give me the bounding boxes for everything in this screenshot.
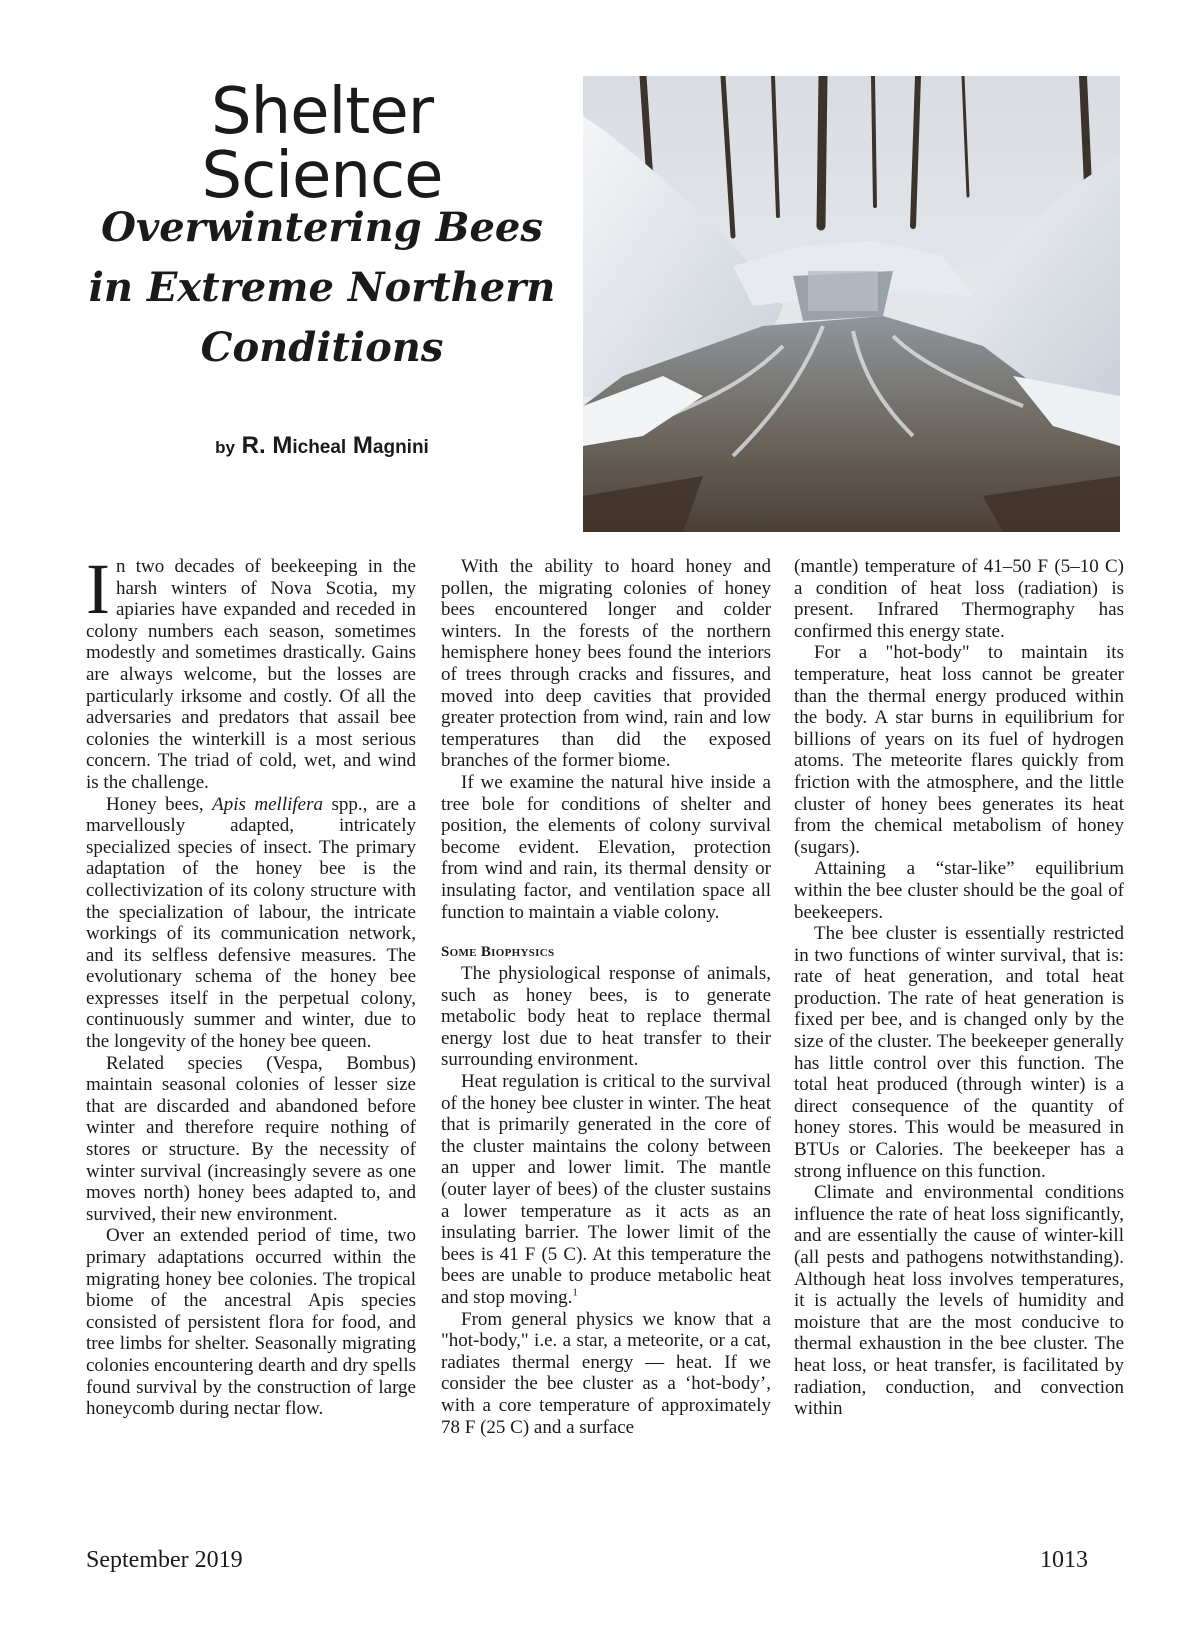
paragraph: The physiological response of animals, such as honey bees, is to generate metabolic body heat to replace thermal energy lost due to heat transfer to their surrounding environment. [441,963,771,1071]
paragraph: Climate and environmental conditions influence the rate of heat loss significantly, and are essentially the cause of winter-kill (all pests and pathogens notwithstanding). Although heat loss involves temperatures, it is actually the levels of humidity and moisture that are the most conducive to thermal exhaustion in the bee cluster. The heat loss, or heat transfer, is facilitated by radiation, conduction, and convection within [794,1182,1124,1420]
paragraph: (mantle) temperature of 41–50 F (5–10 C) a condition of heat loss (radiation) is present. Infrared Thermography has confirmed this energy state. [794,556,1124,642]
byline-name-part: agnini [372,437,429,458]
paragraph: Related species (Vespa, Bombus) maintain seasonal colonies of lesser size that are discarded and abandoned before winter and therefore require nothing of stores or structure. By the necessity of winter survival (increasingly severe as one moves north) honey bees adapted to, and survived, their new environment. [86,1052,416,1225]
winter-creek-photo [583,76,1120,532]
byline-by: by [215,438,235,457]
species-name: Apis mellifera [212,793,324,815]
paragraph: From general physics we know that a "hot-body," i.e. a star, a meteorite, or a cat, radiates thermal energy — heat. If we consider the bee cluster as a ‘hot-body’, with a core temperature of approximately 78 F (25 C) and a surface [441,1308,771,1438]
byline [82,432,562,460]
column-3 [794,556,1124,1516]
section-heading: Some Biophysics [441,944,555,961]
subtitle-line-1: Overwintering Bees [101,204,543,251]
paragraph [86,556,416,794]
paragraph: The bee cluster is essentially restricted in two functions of winter survival, that is: rate of heat generation, and total heat production. The rate of heat generation is fixed per bee, and is changed only by the size of the cluster. The beekeeper generally has little control over this function. The total heat produced (through winter) is a direct consequence of the quantity of honey stores. This would be measured in BTUs or Calories. The beekeeper has a strong influence on this function. [794,923,1124,1182]
paragraph-text: Honey bees, [106,793,213,815]
footnote-marker: 1 [572,1286,578,1299]
paragraph: Over an extended period of time, two primary adaptations occurred within the migrating honey bee colonies. The tropical biome of the ancestral Apis species consisted of persistent flora for food, and tree limbs for shelter. Seasonally migrating colonies encountering dearth and dry spells found survival by the construction of large honeycomb during nectar flow. [86,1225,416,1420]
paragraph-text: Heat regulation is critical to the survival of the honey bee cluster in winter. The heat that is primarily generated in the core of the cluster maintains the colony between an upper and lower limit. The mantle (outer layer of bees) of the cluster sustains a lower temperature as it acts as an insulating barrier. The lower limit of the bees is 41 F (5 C). At this temperature the bees are unable to produce metabolic heat and stop moving. [441,1071,771,1308]
column-2 [441,556,771,1516]
subtitle-line-3: Conditions [200,324,444,371]
paragraph: With the ability to hoard honey and pollen, the migrating colonies of honey bees encountered longer and colder winters. In the forests of the northern hemisphere honey bees found the interiors of trees through cracks and fissures, and moved into deep cavities that provided greater protection from wind, rain and low temperatures than did the exposed branches of the former biome. [441,556,771,772]
paragraph [441,1071,771,1309]
paragraph: If we examine the natural hive inside a tree bole for conditions of shelter and position, the elements of colony survival become evident. Elevation, protection from wind and rain, its thermal density or insulating factor, and ventilation space all function to maintain a viable colony. [441,771,771,923]
paragraph: For a "hot-body" to maintain its temperature, heat loss cannot be greater than the thermal energy produced within the body. A star burns in equilibrium for billions of years on its fuel of hydrogen atoms. The meteorite flares quickly from friction with the atmosphere, and the little cluster of honey bees generates its heat from the chemical metabolism of honey (sugars). [794,642,1124,858]
column-1 [86,556,416,1516]
byline-name-part: R. M [241,432,293,459]
article-title: Shelter Science [201,75,443,213]
byline-name-part: M [346,432,373,459]
article-subtitle [82,198,562,378]
paragraph-text: n two decades of beekeeping in the harsh winters of Nova Scotia, my apiaries have expanded and receded in colony numbers each season, sometimes modestly and sometimes drastically. Gains are always welcome, but the losses are particularly irksome and costly. Of all the adversaries and predators that assail bee colonies the winterkill is a most serious concern. The triad of cold, wet, and wind is the challenge. [86,556,416,793]
byline-name-part: icheal [292,437,347,458]
subtitle-line-2: in Extreme Northern [88,264,556,311]
issue-date: September 2019 [86,1547,243,1573]
drop-cap: I [86,556,110,629]
paragraph-text: spp., are a marvellously adapted, intricately specialized species of insect. The primary adaptation of the honey bee is the collectivization of its colony structure with the specialization of labour, the intricate workings of its communication network, and its selfless defensive measures. The evolutionary schema of the honey bee expresses itself in the perpetual colony, continuously summer and winter, due to the longevity of the honey bee queen. [86,793,416,1053]
page-number: 1013 [1040,1547,1088,1573]
paragraph [86,794,416,1053]
paragraph: Attaining a “star-like” equilibrium within the bee cluster should be the goal of beekeepers. [794,858,1124,923]
